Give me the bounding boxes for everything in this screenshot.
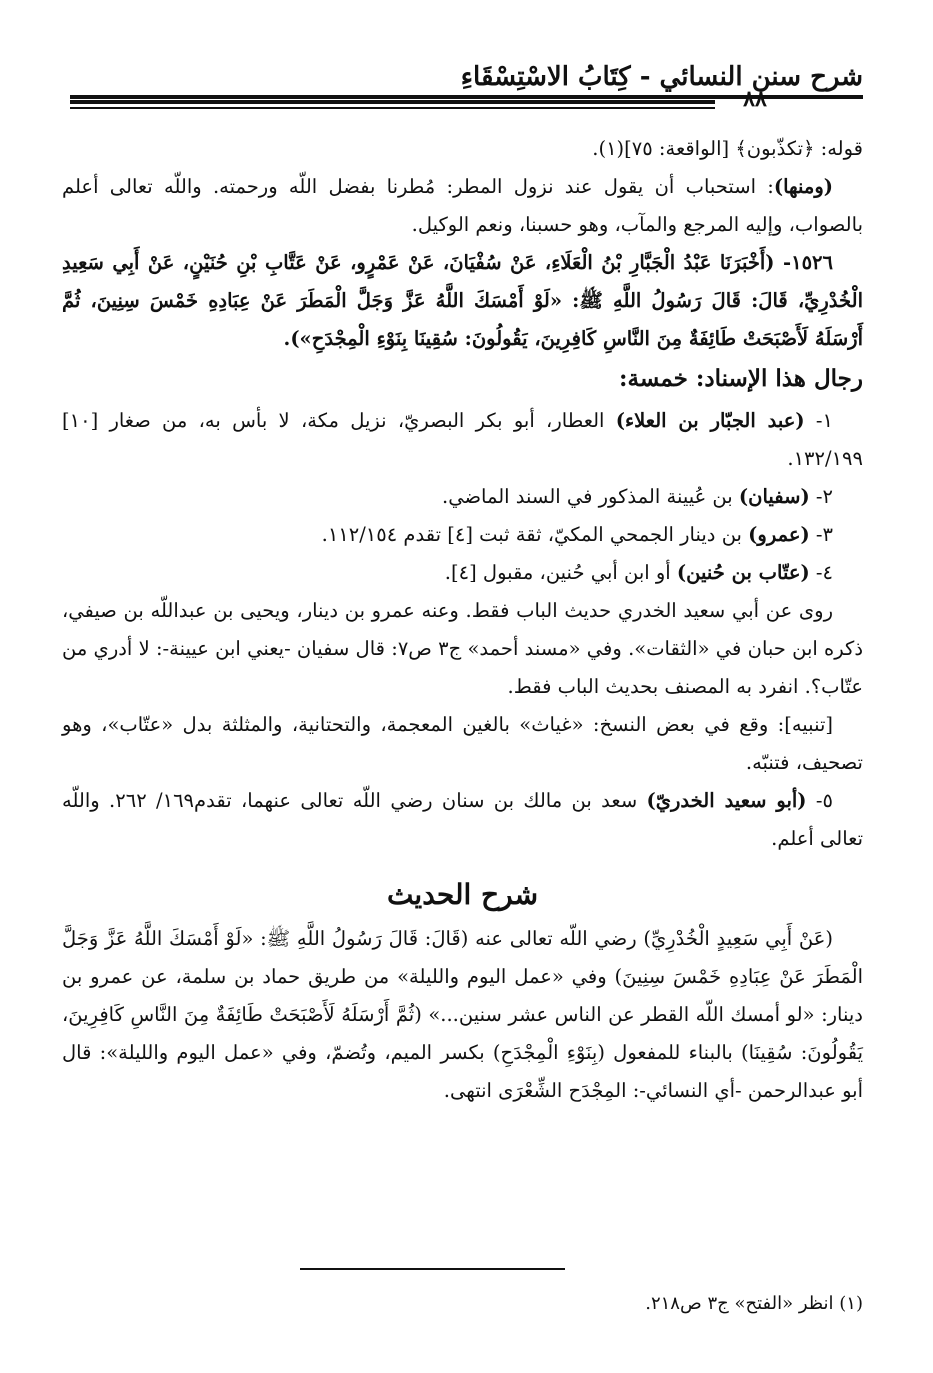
ruling-lead: (ومنها) (773, 175, 833, 198)
narrator-number: ٢- (809, 485, 833, 508)
narrator-number: ١- (804, 409, 833, 432)
section-heading-narrators: رجال هذا الإسناد: خمسة: (619, 365, 863, 392)
narrator-entry (62, 782, 863, 858)
narrator-entry (62, 516, 863, 554)
notice-paragraph: [تنبيه]: وقع في بعض النسخ: «غياث» بالغين المعجمة، والتحتانية، والمثلثة بدل «عتّاب»، وهو تصحيف، فتنبّه. (62, 713, 863, 774)
narrator-name: (سفيان) (738, 485, 810, 508)
commentary-paragraph: (عَنْ أَبِي سَعِيدٍ الْخُدْرِيِّ) رضي اللّه تعالى عنه (قَالَ: قَالَ رَسُولُ اللَّهِ ﷺ: «لَوْ أَمْسَكَ اللَّهُ عَزَّ وَجَلَّ الْمَطَرَ عَنْ عِبَادِهِ خَمْسَ سِنِينَ) وفي «عمل اليوم والليلة» من طريق حماد بن سلمة، عن عمرو بن دينار: «لو أمسك اللّه القطر عن الناس عشر سنين...» (ثُمَّ أَرْسَلَهُ لَأَصْبَحَتْ طَائِفَةٌ مِنَ النَّاسِ كَافِرِينَ، يَقُولُونَ: سُقِينَا) بالبناء للمفعول (بِنَوْءِ الْمِجْدَحِ) بكسر الميم، وتُضمّ، وفي «عمل اليوم والليلة»: قال أبو عبدالرحمن -أي النسائي-: المِجْدَح الشِّعْرَى انتهى. (62, 927, 863, 1102)
narrator-desc: بن عُيينة المذكور في السند الماضي. (442, 485, 739, 508)
narrator-desc: بن دينار الجمحي المكيّ، ثقة ثبت [٤] تقدم ١١٢/١٥٤. (321, 523, 749, 546)
narrator-number: ٥- (806, 789, 833, 812)
narrator-name: (عبد الجبّار بن العلاء) (615, 409, 805, 432)
narrator-note: روى عن أبي سعيد الخدري حديث الباب فقط. وعنه عمرو بن دينار، ويحيى بن عبداللّه بن صيفي، ذكره ابن حبان في «الثقات». وفي «مسند أحمد» ج٣ ص٧: قال سفيان -يعني ابن عيينة-: لا أدري من عتّاب؟. انفرد به المصنف بحديث الباب فقط. (62, 599, 863, 698)
page-number: ٨٨ (743, 86, 767, 112)
ruling-paragraph (62, 168, 863, 244)
section-heading-commentary: شرح الحديث (386, 878, 539, 911)
narrator-name: (أبو سعيد الخدريّ) (646, 789, 807, 812)
running-header-title: شرح سنن النسائي - كِتَابُ الاسْتِسْقَاءِ (460, 62, 863, 92)
narrator-desc: العطار، أبو بكر البصريّ، نزيل مكة، لا بأس به، من صغار [١٠] ١٣٢/١٩٩. (62, 409, 863, 470)
footnote-rule (300, 1268, 565, 1270)
page-body (62, 130, 863, 1110)
narrator-entry (62, 402, 863, 478)
header-rule-thin (70, 107, 715, 109)
narrator-name: (عتّاب بن حُنين) (676, 561, 810, 584)
ruling-text: : استحباب أن يقول عند نزول المطر: مُطرنا بفضل اللّه ورحمته. واللّه تعالى أعلم بالصواب، وإليه المرجع والمآب، وهو حسبنا، ونعم الوكيل. (62, 175, 863, 236)
footnote: (١) انظر «الفتح» ج٣ ص٢١٨. (645, 1293, 863, 1314)
narrator-entry (62, 554, 863, 592)
narrator-desc: أو ابن أبي حُنين، مقبول [٤]. (444, 561, 677, 584)
header-rule-double (70, 100, 715, 104)
hadith-text: ١٥٢٦- (أَخْبَرَنَا عَبْدُ الْجَبَّارِ بْنُ الْعَلَاءِ، عَنْ سُفْيَانَ، عَنْ عَمْرٍو، عَنْ عَتَّابِ بْنِ حُنَيْنٍ، عَنْ أَبِي سَعِيدِ الْخُدْرِيِّ، قَالَ: قَالَ رَسُولُ اللَّهِ ﷺ: «لَوْ أَمْسَكَ اللَّهُ عَزَّ وَجَلَّ الْمَطَرَ عَنْ عِبَادِهِ خَمْسَ سِنِينَ، ثُمَّ أَرْسَلَهُ لَأَصْبَحَتْ طَائِفَةٌ مِنَ النَّاسِ كَافِرِينَ، يَقُولُونَ: سُقِينَا بِنَوْءِ الْمِجْدَحِ»). (62, 251, 863, 350)
narrator-desc: سعد بن مالك بن سنان رضي اللّه تعالى عنهما، تقدم١٦٩/ ٢٦٢. واللّه تعالى أعلم. (62, 789, 863, 850)
narrator-entry (62, 478, 863, 516)
narrator-number: ٣- (809, 523, 833, 546)
narrator-name: (عمرو) (748, 523, 810, 546)
narrator-number: ٤- (809, 561, 833, 584)
verse-reference-paragraph: قوله: ﴿تكذّبون﴾ [الواقعة: ٧٥](١). (592, 137, 863, 160)
